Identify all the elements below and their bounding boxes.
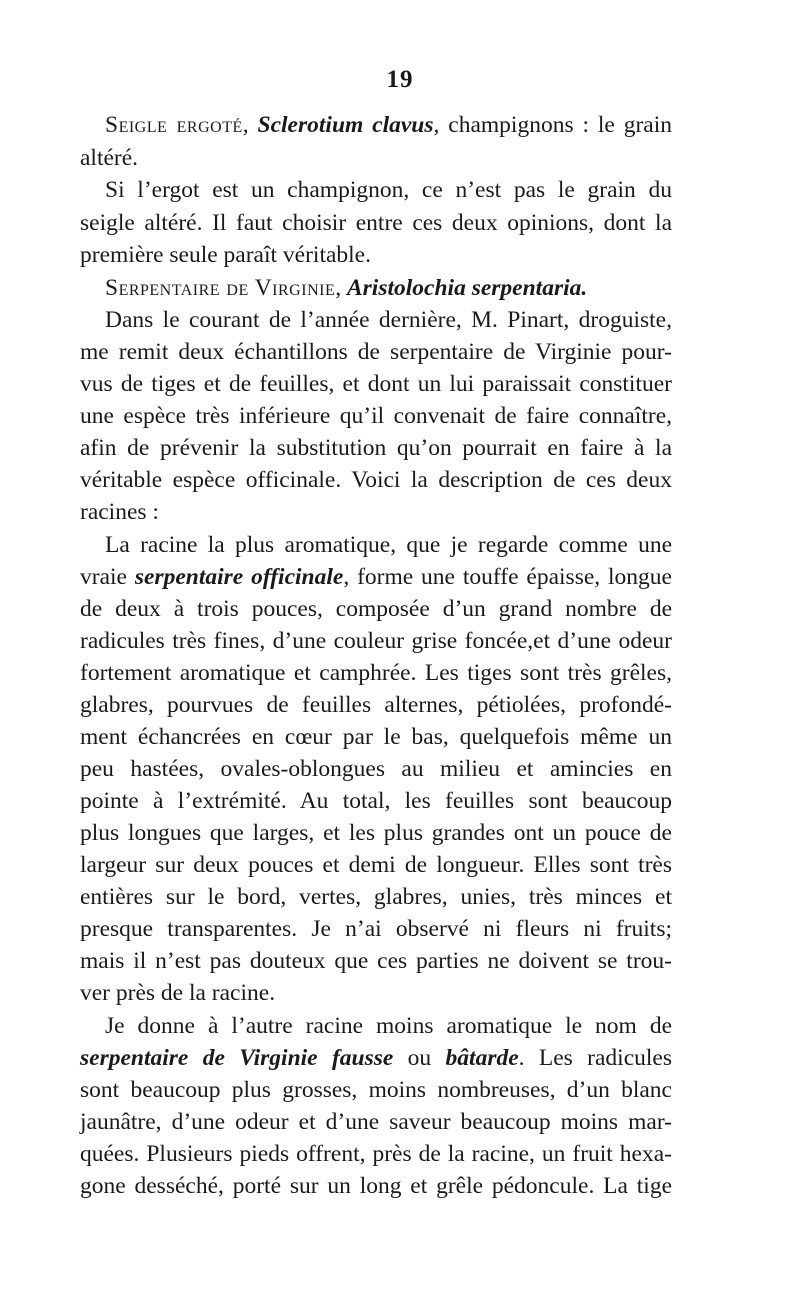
text-run: pointe à l’extrémité. Au total, les feuilles sont beaucoup	[80, 788, 672, 814]
text-line	[105, 107, 672, 143]
text-line	[80, 815, 672, 851]
italic-term: Sclerotium clavus	[257, 112, 434, 138]
text-line	[80, 1040, 672, 1076]
text-line	[105, 172, 672, 208]
text-line	[80, 1136, 672, 1172]
text-run: plus longues que larges, et les plus grandes ont un pouce de	[80, 820, 672, 846]
text-run: entières sur le bord, vertes, glabres, unies, très minces et	[80, 884, 672, 910]
text-run: fortement aromatique et camphrée. Les tiges sont très grêles,	[80, 660, 672, 686]
italic-term: serpentaire de Virginie fausse	[80, 1045, 394, 1071]
text-run: ment échancrées en cœur par le bas, quelquefois même un	[80, 724, 672, 750]
text-run: largeur sur deux pouces et demi de longueur. Elles sont très	[80, 852, 672, 878]
text-run: véritable espèce officinale. Voici la description de ces deux	[80, 467, 672, 493]
text-line	[80, 719, 672, 755]
italic-term: serpentaire officinale	[134, 564, 344, 590]
text-run: , forme une touffe épaisse, longue	[343, 564, 672, 590]
text-line	[80, 430, 672, 466]
text-line	[80, 205, 672, 241]
text-run: peu hastées, ovales-oblongues au milieu et amincies en	[80, 756, 672, 782]
text-line	[80, 559, 672, 595]
text-run: radicules très fines, d’une couleur grise foncée,et d’une odeur	[80, 628, 672, 654]
text-line	[105, 527, 672, 563]
text-run: La racine la plus aromatique, que je regarde comme une	[105, 532, 672, 558]
small-caps-term: Serpentaire de Virginie	[105, 275, 336, 301]
text-line	[80, 783, 672, 819]
small-caps-term: Seigle ergoté	[105, 112, 243, 138]
text-line	[105, 302, 672, 338]
text-run: ,	[242, 112, 258, 138]
text-line	[80, 366, 672, 402]
text-run: seigle altéré. Il faut choisir entre ces deux opinions, dont la	[80, 210, 672, 236]
text-line	[80, 398, 672, 434]
text-line	[80, 975, 672, 1011]
text-run: Dans le courant de l’année dernière, M. Pinart, droguiste,	[105, 307, 672, 333]
text-line	[80, 879, 672, 915]
text-line	[80, 943, 672, 979]
text-run: mais il n’est pas douteux que ces parties ne doivent se trou-	[80, 948, 672, 974]
text-run: jaunâtre, d’une odeur et d’une saveur beaucoup moins mar-	[80, 1109, 672, 1135]
text-run: sont beaucoup plus grosses, moins nombreuses, d’un blanc	[80, 1077, 672, 1103]
text-run: , champignons : le grain	[433, 112, 673, 138]
text-line	[80, 1168, 672, 1204]
text-run: vraie	[80, 564, 135, 590]
text-run: Je donne à l’autre racine moins aromatique le nom de	[105, 1013, 672, 1039]
text-line	[80, 911, 672, 947]
text-line	[80, 494, 672, 530]
text-run: presque transparentes. Je n’ai observé ni fleurs ni fruits;	[80, 916, 672, 942]
text-run: première seule paraît véritable.	[80, 242, 371, 268]
text-run: ou	[393, 1045, 446, 1071]
text-line	[105, 1008, 672, 1044]
text-run: gone desséché, porté sur un long et grêle pédoncule. La tige	[80, 1173, 672, 1199]
text-line	[80, 623, 672, 659]
text-run: afin de prévenir la substitution qu’on pourrait en faire à la	[80, 435, 672, 461]
text-run: ,	[335, 275, 347, 301]
text-run: Si l’ergot est un champignon, ce n’est pas le grain du	[105, 177, 672, 203]
text-run: glabres, pourvues de feuilles alternes, pétiolées, profondé-	[80, 692, 672, 718]
text-run: une espèce très inférieure qu’il convenait de faire connaître,	[80, 403, 672, 429]
page-number: 19	[386, 66, 414, 93]
text-line	[80, 687, 672, 723]
text-line	[80, 1104, 672, 1140]
text-line	[80, 334, 672, 370]
text-run: quées. Plusieurs pieds offrent, près de la racine, un fruit hexa-	[80, 1141, 672, 1167]
text-line	[80, 591, 672, 627]
text-run: . Les radicules	[518, 1045, 672, 1071]
italic-term: Aristolochia serpentaria.	[346, 275, 588, 301]
text-line	[80, 140, 672, 176]
text-line	[80, 1072, 672, 1108]
text-run: altéré.	[80, 145, 139, 171]
text-run: vus de tiges et de feuilles, et dont un lui paraissait constituer	[80, 371, 672, 397]
text-line	[80, 462, 672, 498]
text-run: racines :	[80, 499, 159, 525]
text-run: me remit deux échantillons de serpentaire de Virginie pour-	[80, 339, 672, 365]
text-line	[80, 751, 672, 787]
italic-term: bâtarde	[445, 1045, 519, 1071]
text-line	[105, 270, 672, 306]
text-run: ver près de la racine.	[80, 980, 276, 1006]
text-run: de deux à trois pouces, composée d’un grand nombre de	[80, 596, 672, 622]
text-line	[80, 847, 672, 883]
text-line	[80, 655, 672, 691]
text-line	[80, 237, 672, 273]
